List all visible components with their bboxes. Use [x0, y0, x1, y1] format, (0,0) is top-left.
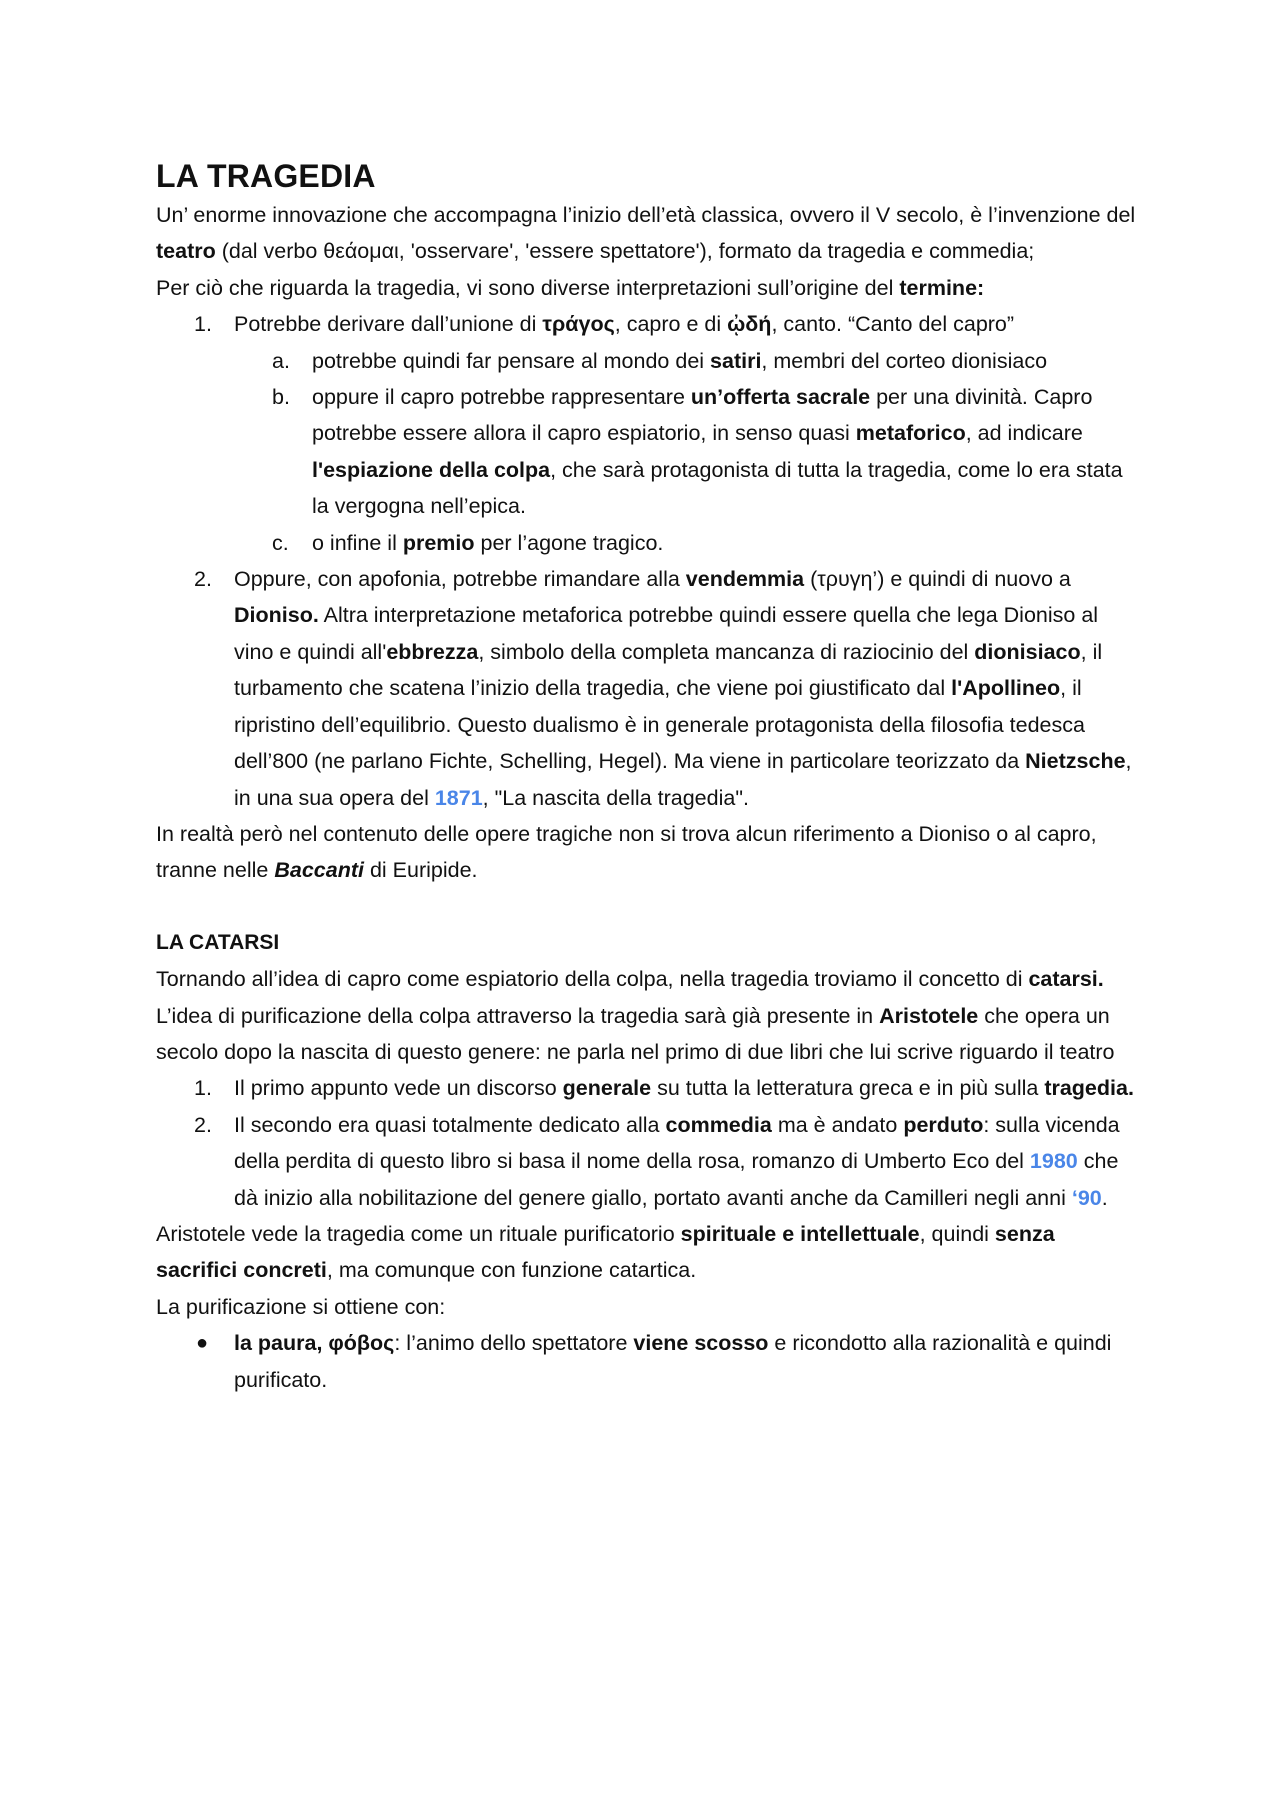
list-item: ● la paura, φόβος: l’animo dello spettatore viene scosso e ricondotto alla razionalità e quindi purificato.	[156, 1325, 1136, 1398]
list-item: 1. Potrebbe derivare dall’unione di τράγος, capro e di ᾠδή, canto. “Canto del capro”	[194, 312, 1015, 337]
list-item: 2. Oppure, con apofonia, potrebbe rimandare alla vendemmia (τρυγη’) e quindi di nuovo a Dioniso. Altra interpretazione metaforica potrebbe quindi essere quella che lega Dioniso al vino e quindi all'ebbrezza, simbolo della completa mancanza di raziocinio del dionisiaco, il turbamento che scatena l’inizio della tragedia, che viene poi giustificato dal l'Apollineo, il ripristino dell’equilibrio. Questo dualismo è in generale protagonista della filosofia tedesca dell’800 (ne parlano Fichte, Schelling, Hegel). Ma viene in particolare teorizzato da Nietzsche, in una sua opera del 1871, "La nascita della tragedia".	[194, 567, 1132, 810]
books-list	[156, 1070, 1136, 1216]
sub-list-item: c. o infine il premio per l’agone tragico.	[272, 530, 664, 555]
list-item: 1. Il primo appunto vede un discorso generale su tutta la letteratura greca e in più sulla tragedia.	[194, 1076, 1134, 1101]
purification-paragraph: La purificazione si ottiene con:	[156, 1294, 446, 1319]
year-highlight: ‘90	[1071, 1185, 1102, 1210]
aristotele-paragraph: L’idea di purificazione della colpa attraverso la tragedia sarà già presente in Aristotele che opera un secolo dopo la nascita di questo genere: ne parla nel primo di due libri che lui scrive riguardo il teatro	[156, 1003, 1115, 1064]
intro-paragraph: Un’ enorme innovazione che accompagna l’inizio dell’età classica, ovvero il V secolo, è l’invenzione del teatro (dal verbo θεάομαι, 'osservare', 'essere spettatore'), formato da tragedia e commedia;	[156, 203, 1136, 264]
reality-paragraph: In realtà però nel contenuto delle opere tragiche non si trova alcun riferimento a Dioniso o al capro, tranne nelle Baccanti di Euripide.	[156, 821, 1097, 883]
origin-list	[156, 306, 1136, 816]
year-highlight: 1980	[1029, 1149, 1078, 1174]
bullet-list	[156, 1325, 1136, 1398]
bullet-icon: ●	[196, 1332, 209, 1355]
origin-paragraph: Per ciò che riguarda la tragedia, vi sono diverse interpretazioni sull’origine del termine:	[156, 275, 985, 300]
catarsi-paragraph: Tornando all’idea di capro come espiatorio della colpa, nella tragedia troviamo il concetto di catarsi.	[156, 967, 1104, 992]
sub-list-item: a. potrebbe quindi far pensare al mondo dei satiri, membri del corteo dionisiaco	[272, 348, 1048, 373]
list-item: 2. Il secondo era quasi totalmente dedicato alla commedia ma è andato perduto: sulla vicenda della perdita di questo libro si basa il nome della rosa, romanzo di Umberto Eco del 1980 che dà inizio alla nobilitazione del genere giallo, portato avanti anche da Camilleri negli anni ‘90.	[194, 1112, 1120, 1210]
document-page	[156, 155, 1136, 1398]
page-title: LA TRAGEDIA	[156, 158, 376, 194]
sub-list-item: b. oppure il capro potrebbe rappresentare un’offerta sacrale per una divinità. Capro potrebbe essere allora il capro espiatorio, in senso quasi metaforico, ad indicare l'espiazione della colpa, che sarà protagonista di tutta la tragedia, come lo era stata la vergogna nell’epica.	[272, 385, 1123, 519]
ritual-paragraph: Aristotele vede la tragedia come un rituale purificatorio spirituale e intellettuale, quindi senza sacrifici concreti, ma comunque con funzione catartica.	[156, 1221, 1055, 1283]
year-highlight: 1871	[434, 785, 483, 810]
section-heading: LA CATARSI	[156, 930, 280, 954]
